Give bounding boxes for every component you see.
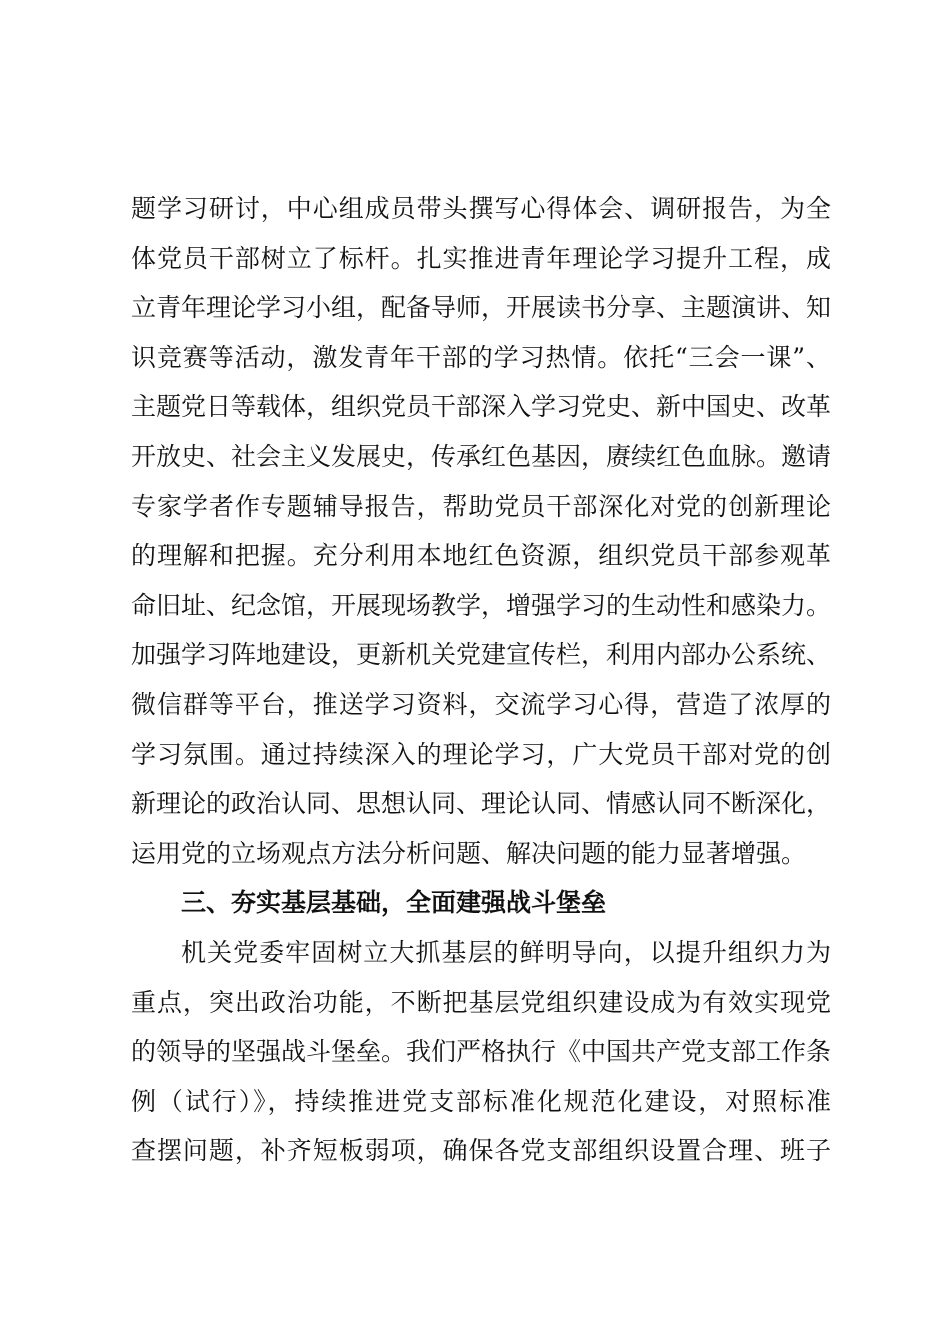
body-text-line: 的领导的坚强战斗堡垒。我们严格执行《中国共产党支部工作条 (131, 1037, 832, 1067)
body-text-line: 新理论的政治认同、思想认同、理论认同、情感认同不断深化， (131, 789, 832, 819)
body-text-line: 学习氛围。通过持续深入的理论学习，广大党员干部对党的创 (131, 739, 831, 769)
body-text-line: 的理解和把握。充分利用本地红色资源，组织党员干部参观革 (131, 541, 831, 571)
body-text-line: 主题党日等载体，组织党员干部深入学习党史、新中国史、改革 (131, 392, 832, 422)
document-body (131, 184, 831, 1176)
body-text-line: 微信群等平台，推送学习资料，交流学习心得，营造了浓厚的 (131, 689, 831, 719)
body-text-line: 例（试行）》，持续推进党支部标准化规范化建设，对照标准 (131, 1086, 831, 1116)
body-text-line: 题学习研讨，中心组成员带头撰写心得体会、调研报告，为全 (131, 194, 831, 223)
section-heading: 三、夯实基层基础，全面建强战斗堡垒 (181, 888, 607, 918)
body-text-line: 专家学者作专题辅导报告，帮助党员干部深化对党的创新理论 (131, 491, 831, 521)
body-text-line: 查摆问题，补齐短板弱项，确保各党支部组织设置合理、班子 (131, 1136, 831, 1166)
body-text-line: 识竞赛等活动，激发青年干部的学习热情。依托“三会一课”、 (131, 342, 831, 372)
body-text-line: 重点，突出政治功能，不断把基层党组织建设成为有效实现党 (131, 987, 831, 1017)
body-text-line: 加强学习阵地建设，更新机关党建宣传栏，利用内部办公系统、 (131, 640, 832, 670)
body-text-line: 命旧址、纪念馆，开展现场教学，增强学习的生动性和感染力。 (131, 590, 832, 620)
body-text-line: 体党员干部树立了标杆。扎实推进青年理论学习提升工程，成 (131, 243, 831, 273)
body-text-line: 运用党的立场观点方法分析问题、解决问题的能力显著增强。 (131, 838, 807, 868)
body-text-line: 立青年理论学习小组，配备导师，开展读书分享、主题演讲、知 (131, 293, 832, 323)
body-text-line: 开放史、社会主义发展史，传承红色基因，赓续红色血脉。邀请 (131, 441, 832, 471)
body-text-line: 机关党委牢固树立大抓基层的鲜明导向，以提升组织力为 (181, 937, 831, 967)
